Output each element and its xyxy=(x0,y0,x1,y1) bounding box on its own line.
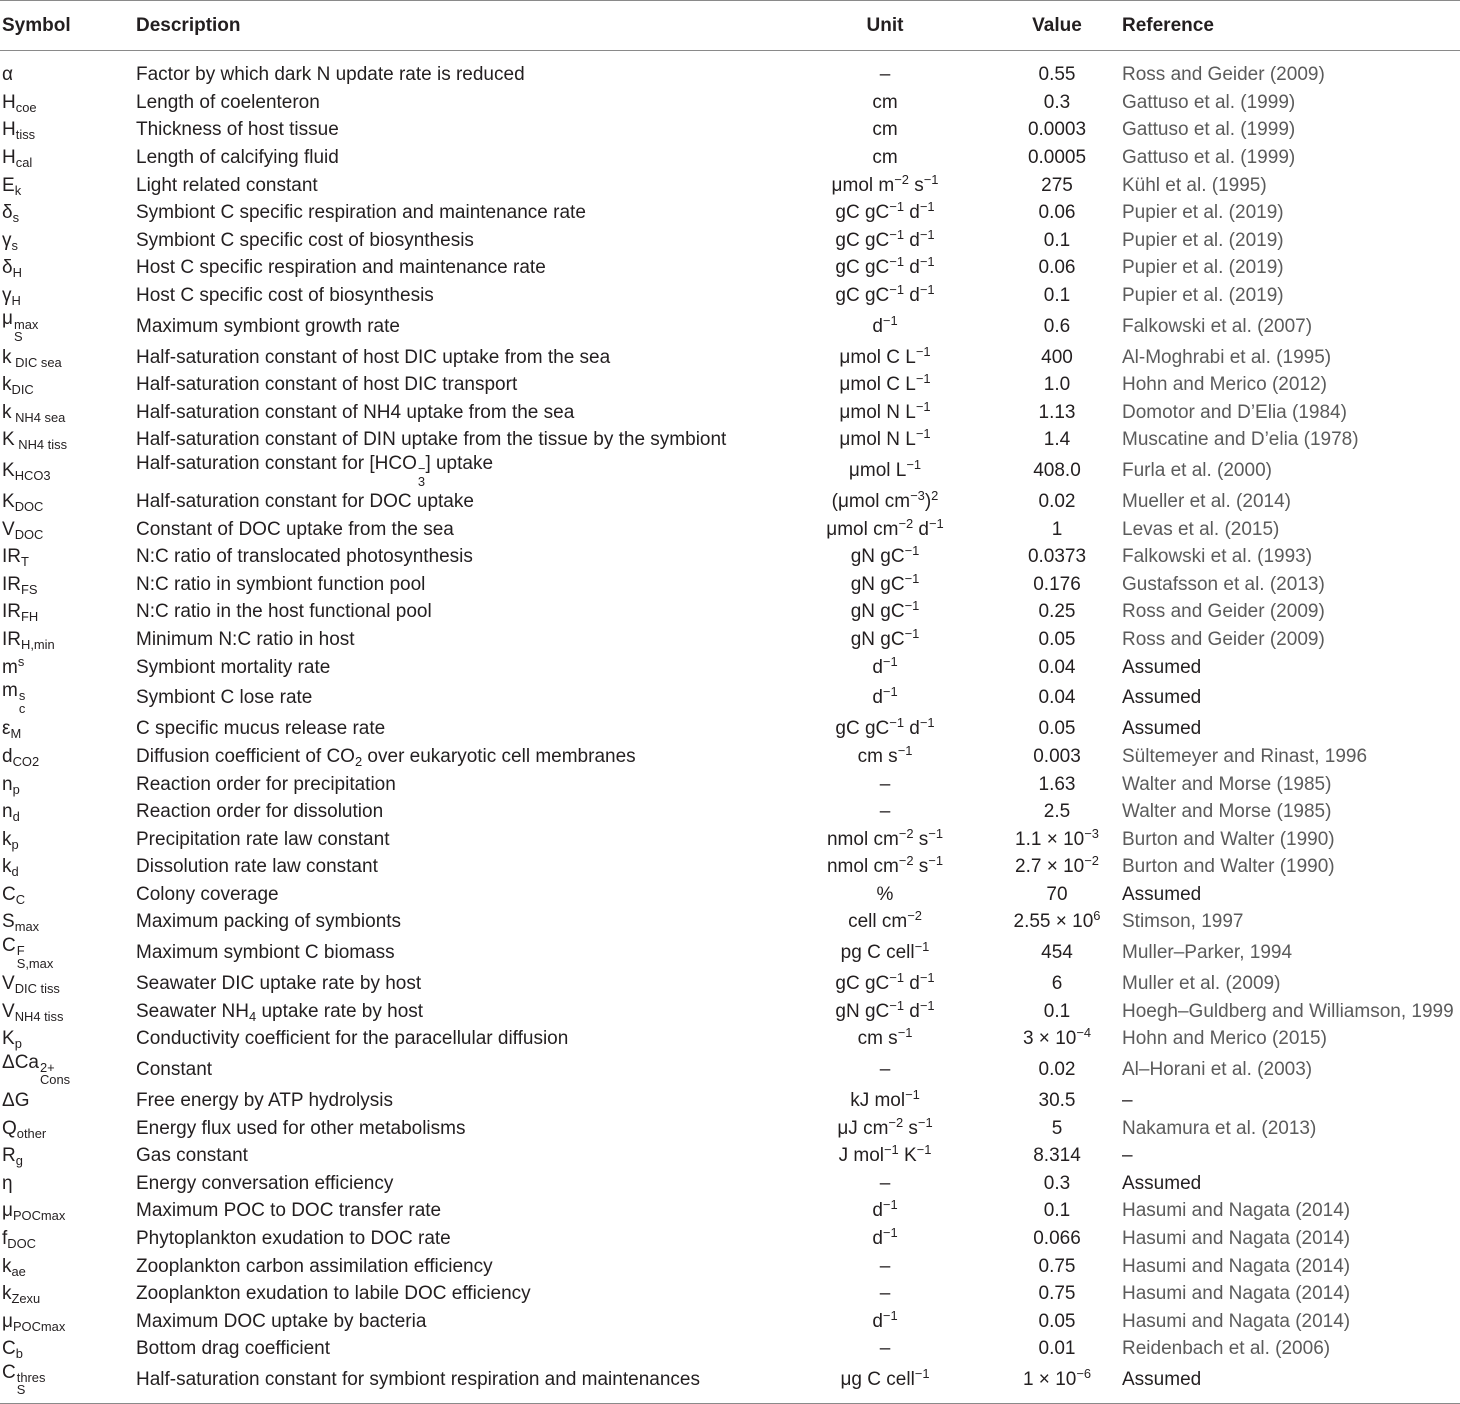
symbol-cell: $k_d$ xyxy=(2,856,19,880)
reference-cell: Stimson, 1997 xyxy=(1122,911,1244,933)
description-cell: Reaction order for dissolution xyxy=(136,801,384,823)
table-row xyxy=(0,488,1460,516)
value-cell: 0.75 xyxy=(1038,1283,1076,1305)
symbol-cell: C thres S xyxy=(0,1363,134,1404)
table-row xyxy=(0,1307,1460,1335)
unit-cell: $d^{-1}$ xyxy=(872,653,898,678)
value-cell: 0.003 xyxy=(1033,745,1081,767)
table-body xyxy=(0,51,1460,1404)
unit-cell: cell $cm^{-2}$ xyxy=(848,908,922,933)
unit-cell: J mol$^{-1}$ $K^{-1}$ xyxy=(838,1142,932,1167)
table-row xyxy=(0,144,1460,172)
table-row xyxy=(0,1252,1460,1280)
header-description: Description xyxy=(134,1,776,51)
symbol-cell: $Q_{other}$ xyxy=(2,1117,47,1141)
table-row xyxy=(0,1087,1460,1115)
unit-cell: cm $s^{-1}$ xyxy=(857,1025,913,1050)
table-row xyxy=(0,653,1460,681)
description-cell: Thickness of host tissue xyxy=(136,119,339,141)
symbol-cell: C F S,max xyxy=(2,934,54,971)
symbol-cell: $\mu_{POCmax}$ xyxy=(2,1200,66,1224)
symbol-cell: $V_{DOC}$ xyxy=(2,518,44,542)
table-row xyxy=(0,89,1460,117)
table-row xyxy=(0,1169,1460,1197)
unit-cell: gN $gC^{-1}$ $d^{-1}$ xyxy=(835,997,935,1022)
reference-cell: Reidenbach et al. (2006) xyxy=(1122,1338,1331,1360)
value-cell: 0.0003 xyxy=(1027,119,1087,141)
unit-cell: μg C cell$^{-1}$ xyxy=(776,1363,994,1404)
reference-cell: Assumed xyxy=(1122,718,1202,740)
table-row xyxy=(0,543,1460,571)
unit-cell: gN $gC^{-1}$ xyxy=(850,543,920,568)
reference-cell: Hoegh–Guldberg and Williamson, 1999 xyxy=(1122,1000,1454,1022)
unit-cell: nmol $cm^{-2}$ $s^{-1}$ xyxy=(826,853,943,878)
table-row xyxy=(0,515,1460,543)
table-row xyxy=(0,798,1460,826)
reference-cell: Assumed xyxy=(1122,1172,1202,1194)
table-row xyxy=(0,853,1460,881)
value-cell: 0.0005 xyxy=(1027,147,1087,169)
table-row xyxy=(0,371,1460,399)
symbol-cell: $E_k$ xyxy=(2,174,22,198)
unit-cell: pg C cell$^{-1}$ xyxy=(840,939,930,964)
reference-cell: Ross and Geider (2009) xyxy=(1122,64,1325,86)
unit-cell: μmol N $L^{-1}$ xyxy=(839,426,931,451)
description-cell: C specific mucus release rate xyxy=(136,718,386,740)
description-cell: Host C specific respiration and maintenance rate xyxy=(136,257,546,279)
symbol-cell: $K_{HCO3}$ xyxy=(2,460,51,484)
table-row xyxy=(0,825,1460,853)
description-cell: Light related constant xyxy=(136,174,318,196)
table-row xyxy=(0,743,1460,771)
table-row xyxy=(0,770,1460,798)
symbol-cell: $IR_T$ xyxy=(2,546,29,570)
symbol-cell: $C_b$ xyxy=(2,1338,23,1362)
symbol-cell: μ max S xyxy=(2,308,39,345)
reference-cell: Al-Moghrabi et al. (1995) xyxy=(1122,346,1332,368)
unit-cell: % xyxy=(876,883,894,905)
description-cell: Half-saturation constant of NH4 uptake from the sea xyxy=(136,401,575,423)
table-row xyxy=(0,997,1460,1025)
description-cell: Diffusion coefficient of $CO_2$ over eukaryotic cell membranes xyxy=(136,745,636,769)
reference-cell: Kühl et al. (1995) xyxy=(1122,174,1267,196)
unit-cell: $d^{-1}$ xyxy=(872,684,898,709)
table-row xyxy=(0,309,1460,343)
table-row xyxy=(0,343,1460,371)
symbol-cell: $f_{DOC}$ xyxy=(2,1227,36,1251)
table-row xyxy=(0,598,1460,626)
symbol-cell: ΔCa 2+ Cons xyxy=(2,1051,71,1088)
symbol-cell: $H_{tiss}$ xyxy=(2,119,36,143)
unit-cell: $d^{-1}$ xyxy=(872,1307,898,1332)
description-cell: Dissolution rate law constant xyxy=(136,856,378,878)
value-cell: 70 xyxy=(1046,883,1068,905)
symbol-cell: $R_g$ xyxy=(2,1145,23,1168)
symbol-cell: $k_p$ xyxy=(2,828,19,852)
table-row xyxy=(0,970,1460,998)
value-cell: 0.04 xyxy=(1038,687,1076,709)
unit-cell: gN $gC^{-1}$ xyxy=(850,570,920,595)
symbol-cell: $k_{ae}$ xyxy=(2,1255,26,1279)
table-row xyxy=(0,1280,1460,1308)
value-cell: 0.3 xyxy=(1043,91,1071,113)
unit-cell: μJ $cm^{-2}$ $s^{-1}$ xyxy=(837,1114,933,1139)
reference-cell: Hasumi and Nagata (2014) xyxy=(1122,1227,1351,1249)
reference-cell: Hasumi and Nagata (2014) xyxy=(1122,1310,1351,1332)
reference-cell: Burton and Walter (1990) xyxy=(1122,828,1335,850)
description-cell: Half-saturation constant of DIN uptake from the tissue by the symbiont xyxy=(136,429,727,451)
table-row xyxy=(0,1335,1460,1363)
description-cell: Seawater DIC uptake rate by host xyxy=(136,973,422,995)
table-row xyxy=(0,1142,1460,1170)
value-cell: $2.7 \times 10^{-2}$ xyxy=(1015,853,1099,878)
unit-cell: gC $gC^{-1}$ $d^{-1}$ xyxy=(835,281,935,307)
description-cell: Symbiont C specific respiration and maintenance rate xyxy=(136,202,586,224)
table-row xyxy=(0,936,1460,970)
unit-cell: $d^{-1}$ xyxy=(872,312,898,337)
reference-cell: Ross and Geider (2009) xyxy=(1122,601,1325,623)
symbol-cell: $\gamma_s$ xyxy=(2,229,18,253)
symbol-cell: $\delta_s$ xyxy=(2,202,20,226)
symbol-cell: $K_{DOC}$ xyxy=(2,491,44,514)
reference-cell: Hasumi and Nagata (2014) xyxy=(1122,1283,1351,1305)
value-cell: 0.05 xyxy=(1038,1310,1076,1332)
description-cell: Energy flux used for other metabolisms xyxy=(136,1117,466,1139)
value-cell: 0.6 xyxy=(1043,315,1071,337)
reference-cell: Pupier et al. (2019) xyxy=(1122,285,1284,307)
symbol-cell: $d_{CO2}$ xyxy=(2,745,40,769)
reference-cell: Sültemeyer and Rinast, 1996 xyxy=(1122,745,1368,767)
description-cell: Zooplankton carbon assimilation efficiency xyxy=(136,1255,493,1277)
description-cell: Half-saturation constant for [HCO − 3 ] uptake xyxy=(136,452,494,489)
symbol-cell: k $_{NH4 sea}$ xyxy=(2,401,66,425)
symbol-cell: $K_p$ xyxy=(2,1028,22,1052)
unit-cell: μmol $cm^{-2}$ $d^{-1}$ xyxy=(826,515,944,540)
reference-cell: Falkowski et al. (1993) xyxy=(1122,546,1313,568)
table-row xyxy=(0,282,1460,310)
value-cell: 0.1 xyxy=(1043,229,1071,251)
reference-cell: Furla et al. (2000) xyxy=(1122,460,1272,482)
symbol-cell: $k_{DIC}$ xyxy=(2,374,34,398)
reference-cell: Assumed xyxy=(1122,656,1202,678)
table-row xyxy=(0,1197,1460,1225)
header-row xyxy=(0,1,1460,51)
value-cell: 0.1 xyxy=(1043,1000,1071,1022)
description-cell: Free energy by ATP hydrolysis xyxy=(136,1089,393,1111)
symbol-cell: $n_p$ xyxy=(2,773,20,797)
reference-cell: Domotor and D’Elia (1984) xyxy=(1122,401,1347,423)
table-row xyxy=(0,715,1460,743)
unit-cell: μmol N $L^{-1}$ xyxy=(839,398,931,423)
unit-cell: μmol C $L^{-1}$ xyxy=(839,371,931,396)
value-cell: 0.25 xyxy=(1038,601,1076,623)
value-cell: 0.05 xyxy=(1038,629,1076,651)
table-row xyxy=(0,116,1460,144)
unit-cell: gC $gC^{-1}$ $d^{-1}$ xyxy=(835,199,935,224)
symbol-cell: $IR_{FH}$ xyxy=(2,601,39,625)
value-cell: $3 \times 10^{-4}$ xyxy=(1022,1025,1092,1050)
value-cell: 1.13 xyxy=(1038,401,1076,423)
description-cell: Half-saturation constant of host DIC transport xyxy=(136,374,518,396)
symbol-cell: $V_{NH4 tiss}$ xyxy=(2,1000,64,1024)
reference-cell: Assumed xyxy=(1120,1363,1460,1404)
description-cell: Length of coelenteron xyxy=(136,91,320,113)
symbol-cell: m s c xyxy=(2,679,26,716)
value-cell: 400 xyxy=(1041,346,1073,368)
description-cell: Seawater $NH_4$ uptake rate by host xyxy=(136,1000,424,1024)
value-cell: 5 xyxy=(1051,1117,1063,1139)
table-row xyxy=(0,171,1460,199)
value-cell: 0.55 xyxy=(1038,64,1076,86)
description-cell: Precipitation rate law constant xyxy=(136,828,390,850)
table-row xyxy=(0,881,1460,909)
description-cell: Maximum DOC uptake by bacteria xyxy=(136,1310,427,1332)
reference-cell: Mueller et al. (2014) xyxy=(1122,491,1291,513)
reference-cell: Assumed xyxy=(1122,687,1202,709)
reference-cell: Hasumi and Nagata (2014) xyxy=(1122,1200,1351,1222)
header-unit: Unit xyxy=(776,1,994,51)
reference-cell: Hohn and Merico (2015) xyxy=(1122,1028,1327,1050)
value-cell: 275 xyxy=(1041,174,1073,196)
reference-cell: Gustafsson et al. (2013) xyxy=(1122,573,1325,595)
value-cell: 0.75 xyxy=(1038,1255,1076,1277)
description-cell: N:C ratio of translocated photosynthesis xyxy=(136,546,473,568)
table-row xyxy=(0,626,1460,654)
reference-cell: – xyxy=(1122,1145,1133,1167)
symbol-cell: α xyxy=(2,64,13,86)
reference-cell: Pupier et al. (2019) xyxy=(1122,202,1284,224)
reference-cell: Gattuso et al. (1999) xyxy=(1122,91,1296,113)
description-cell: Half-saturation constant for DOC uptake xyxy=(136,491,474,513)
unit-cell: gC $gC^{-1}$ $d^{-1}$ xyxy=(835,254,935,279)
symbol-cell: $S_{max}$ xyxy=(2,911,40,935)
symbol-cell: $IR_{H,min}$ xyxy=(2,629,55,652)
description-cell: Length of calcifying fluid xyxy=(136,147,339,169)
value-cell: 30.5 xyxy=(1038,1089,1076,1111)
description-cell: Maximum packing of symbionts xyxy=(136,911,402,933)
symbol-cell: $V_{DIC tiss}$ xyxy=(2,973,60,996)
description-cell: Reaction order for precipitation xyxy=(136,773,396,795)
value-cell: 6 xyxy=(1051,973,1063,995)
symbol-cell: $\varepsilon_M$ xyxy=(2,718,22,742)
table-row xyxy=(0,426,1460,454)
value-cell: 0.05 xyxy=(1038,718,1076,740)
value-cell: 0.06 xyxy=(1038,202,1076,224)
table-row xyxy=(0,1225,1460,1253)
description-cell: Colony coverage xyxy=(136,883,279,905)
header-symbol: Symbol xyxy=(0,1,134,51)
value-cell: 0.01 xyxy=(1038,1338,1076,1360)
symbol-cell: $n_d$ xyxy=(2,801,20,824)
unit-cell: μmol C $L^{-1}$ xyxy=(839,343,931,368)
table-row xyxy=(0,1025,1460,1053)
table-row xyxy=(0,254,1460,282)
unit-cell: – xyxy=(879,1059,891,1081)
unit-cell: – xyxy=(879,1172,891,1194)
value-cell: 0.04 xyxy=(1038,656,1076,678)
value-cell: 0.06 xyxy=(1038,257,1076,279)
symbol-cell: η xyxy=(2,1172,13,1194)
description-cell: N:C ratio in symbiont function pool xyxy=(136,573,426,595)
reference-cell: Falkowski et al. (2007) xyxy=(1122,315,1313,337)
symbol-cell: $\mu_{POCmax}$ xyxy=(2,1310,66,1334)
symbol-cell: $\delta_H$ xyxy=(2,257,22,281)
table-row xyxy=(0,227,1460,255)
value-cell: 0.3 xyxy=(1043,1172,1071,1194)
description-cell: Maximum symbiont C biomass xyxy=(136,942,395,964)
description-cell: Half-saturation constant for symbiont respiration and maintenances xyxy=(134,1363,776,1404)
description-cell: Factor by which dark N update rate is reduced xyxy=(136,64,525,86)
unit-cell: μmol $m^{-2}$ $s^{-1}$ xyxy=(831,171,939,196)
symbol-cell: ΔG xyxy=(2,1089,30,1111)
unit-cell: gC $gC^{-1}$ $d^{-1}$ xyxy=(835,226,935,251)
value-cell: 0.066 xyxy=(1033,1227,1081,1249)
reference-cell: Ross and Geider (2009) xyxy=(1122,629,1325,651)
description-cell: Zooplankton exudation to labile DOC efficiency xyxy=(136,1283,531,1305)
symbol-cell: k $_{DIC sea}$ xyxy=(2,346,62,370)
value-cell: 0.1 xyxy=(1043,285,1071,307)
table-row xyxy=(0,1053,1460,1087)
value-cell: 1.63 xyxy=(1038,773,1076,795)
reference-cell: Hasumi and Nagata (2014) xyxy=(1122,1255,1351,1277)
value-cell: $1 \times 10^{-6}$ xyxy=(994,1363,1120,1404)
description-cell: Maximum POC to DOC transfer rate xyxy=(136,1200,442,1222)
description-cell: N:C ratio in the host functional pool xyxy=(136,601,432,623)
reference-cell: Hohn and Merico (2012) xyxy=(1122,374,1327,396)
unit-cell: gC $gC^{-1}$ $d^{-1}$ xyxy=(835,715,935,740)
table-row xyxy=(0,399,1460,427)
unit-cell: (μmol $cm^{-3})^2$ xyxy=(831,488,939,513)
unit-cell: – xyxy=(879,1255,891,1277)
unit-cell: cm xyxy=(872,119,898,141)
reference-cell: Muscatine and D’elia (1978) xyxy=(1122,429,1359,451)
description-cell: Half-saturation constant of host DIC uptake from the sea xyxy=(136,346,611,368)
unit-cell: cm xyxy=(872,147,898,169)
reference-cell: – xyxy=(1122,1089,1133,1111)
description-cell: Host C specific cost of biosynthesis xyxy=(136,285,434,307)
description-cell: Minimum N:C ratio in host xyxy=(136,629,355,651)
symbol-cell: $\gamma_H$ xyxy=(2,285,21,308)
reference-cell: Levas et al. (2015) xyxy=(1122,518,1280,540)
unit-cell: μmol $L^{-1}$ xyxy=(848,457,922,482)
symbol-cell: $IR_{FS}$ xyxy=(2,573,38,597)
table-row xyxy=(0,199,1460,227)
reference-cell: Gattuso et al. (1999) xyxy=(1122,119,1296,141)
unit-cell: – xyxy=(879,1283,891,1305)
table-row xyxy=(0,681,1460,715)
unit-cell: – xyxy=(879,801,891,823)
unit-cell: $d^{-1}$ xyxy=(872,1224,898,1249)
description-cell: Symbiont C specific cost of biosynthesis xyxy=(136,229,474,251)
description-cell: Constant of DOC uptake from the sea xyxy=(136,518,454,540)
unit-cell: $d^{-1}$ xyxy=(872,1197,898,1222)
value-cell: 8.314 xyxy=(1033,1145,1081,1167)
description-cell: Constant xyxy=(136,1059,213,1081)
header-reference: Reference xyxy=(1120,1,1460,51)
unit-cell: – xyxy=(879,64,891,86)
value-cell: 0.0373 xyxy=(1027,546,1087,568)
symbol-cell: $H_{cal}$ xyxy=(2,147,33,170)
reference-cell: Gattuso et al. (1999) xyxy=(1122,147,1296,169)
value-cell: 408.0 xyxy=(1033,460,1081,482)
value-cell: $2.55 \times 10^6$ xyxy=(1013,908,1101,933)
description-cell: Symbiont C lose rate xyxy=(136,687,313,709)
reference-cell: Pupier et al. (2019) xyxy=(1122,257,1284,279)
value-cell: 1.0 xyxy=(1043,374,1071,396)
description-cell: Conductivity coefficient for the paracellular diffusion xyxy=(136,1028,569,1050)
unit-cell: gN $gC^{-1}$ xyxy=(850,598,920,623)
unit-cell: cm xyxy=(872,91,898,113)
reference-cell: Walter and Morse (1985) xyxy=(1122,773,1332,795)
unit-cell: – xyxy=(879,773,891,795)
symbol-cell: $C_C$ xyxy=(2,883,26,907)
value-cell: 454 xyxy=(1041,942,1073,964)
reference-cell: Assumed xyxy=(1122,883,1202,905)
reference-cell: Burton and Walter (1990) xyxy=(1122,856,1335,878)
description-cell: Maximum symbiont growth rate xyxy=(136,315,400,337)
symbol-cell: $m^s$ xyxy=(2,653,25,678)
table-row xyxy=(0,908,1460,936)
value-cell: 2.5 xyxy=(1043,801,1071,823)
value-cell: 0.02 xyxy=(1038,491,1076,513)
unit-cell: gC $gC^{-1}$ $d^{-1}$ xyxy=(835,970,935,995)
symbol-cell: K $_{NH4 tiss}$ xyxy=(2,429,68,453)
description-cell: Gas constant xyxy=(136,1145,248,1167)
symbol-cell: $k_{Zexu}$ xyxy=(2,1283,41,1306)
value-cell: $1.1 \times 10^{-3}$ xyxy=(1015,825,1099,850)
unit-cell: gN $gC^{-1}$ xyxy=(850,625,920,651)
value-cell: 0.176 xyxy=(1033,573,1081,595)
unit-cell: cm $s^{-1}$ xyxy=(857,742,913,767)
table-row xyxy=(0,571,1460,599)
unit-cell: nmol $cm^{-2}$ $s^{-1}$ xyxy=(826,825,943,850)
header-value: Value xyxy=(994,1,1120,51)
description-cell: Phytoplankton exudation to DOC rate xyxy=(136,1227,451,1249)
reference-cell: Muller–Parker, 1994 xyxy=(1122,942,1293,964)
table-header xyxy=(0,1,1460,51)
unit-cell: – xyxy=(879,1338,891,1360)
value-cell: 0.02 xyxy=(1038,1059,1076,1081)
value-cell: 1.4 xyxy=(1043,429,1071,451)
reference-cell: Walter and Morse (1985) xyxy=(1122,801,1332,823)
reference-cell: Pupier et al. (2019) xyxy=(1122,229,1284,251)
value-cell: 1 xyxy=(1051,518,1063,540)
description-cell: Symbiont mortality rate xyxy=(136,656,331,678)
table-row xyxy=(0,1114,1460,1142)
description-cell: Bottom drag coefficient xyxy=(136,1338,330,1360)
value-cell: 0.1 xyxy=(1043,1200,1071,1222)
unit-cell: kJ mol$^{-1}$ xyxy=(850,1086,920,1111)
reference-cell: Nakamura et al. (2013) xyxy=(1122,1117,1317,1139)
table-row xyxy=(0,454,1460,488)
description-cell: Energy conversation efficiency xyxy=(136,1172,394,1194)
symbol-cell: $H_{coe}$ xyxy=(2,91,37,115)
reference-cell: Muller et al. (2009) xyxy=(1122,973,1281,995)
reference-cell: Al–Horani et al. (2003) xyxy=(1122,1059,1313,1081)
table-row xyxy=(0,51,1460,89)
